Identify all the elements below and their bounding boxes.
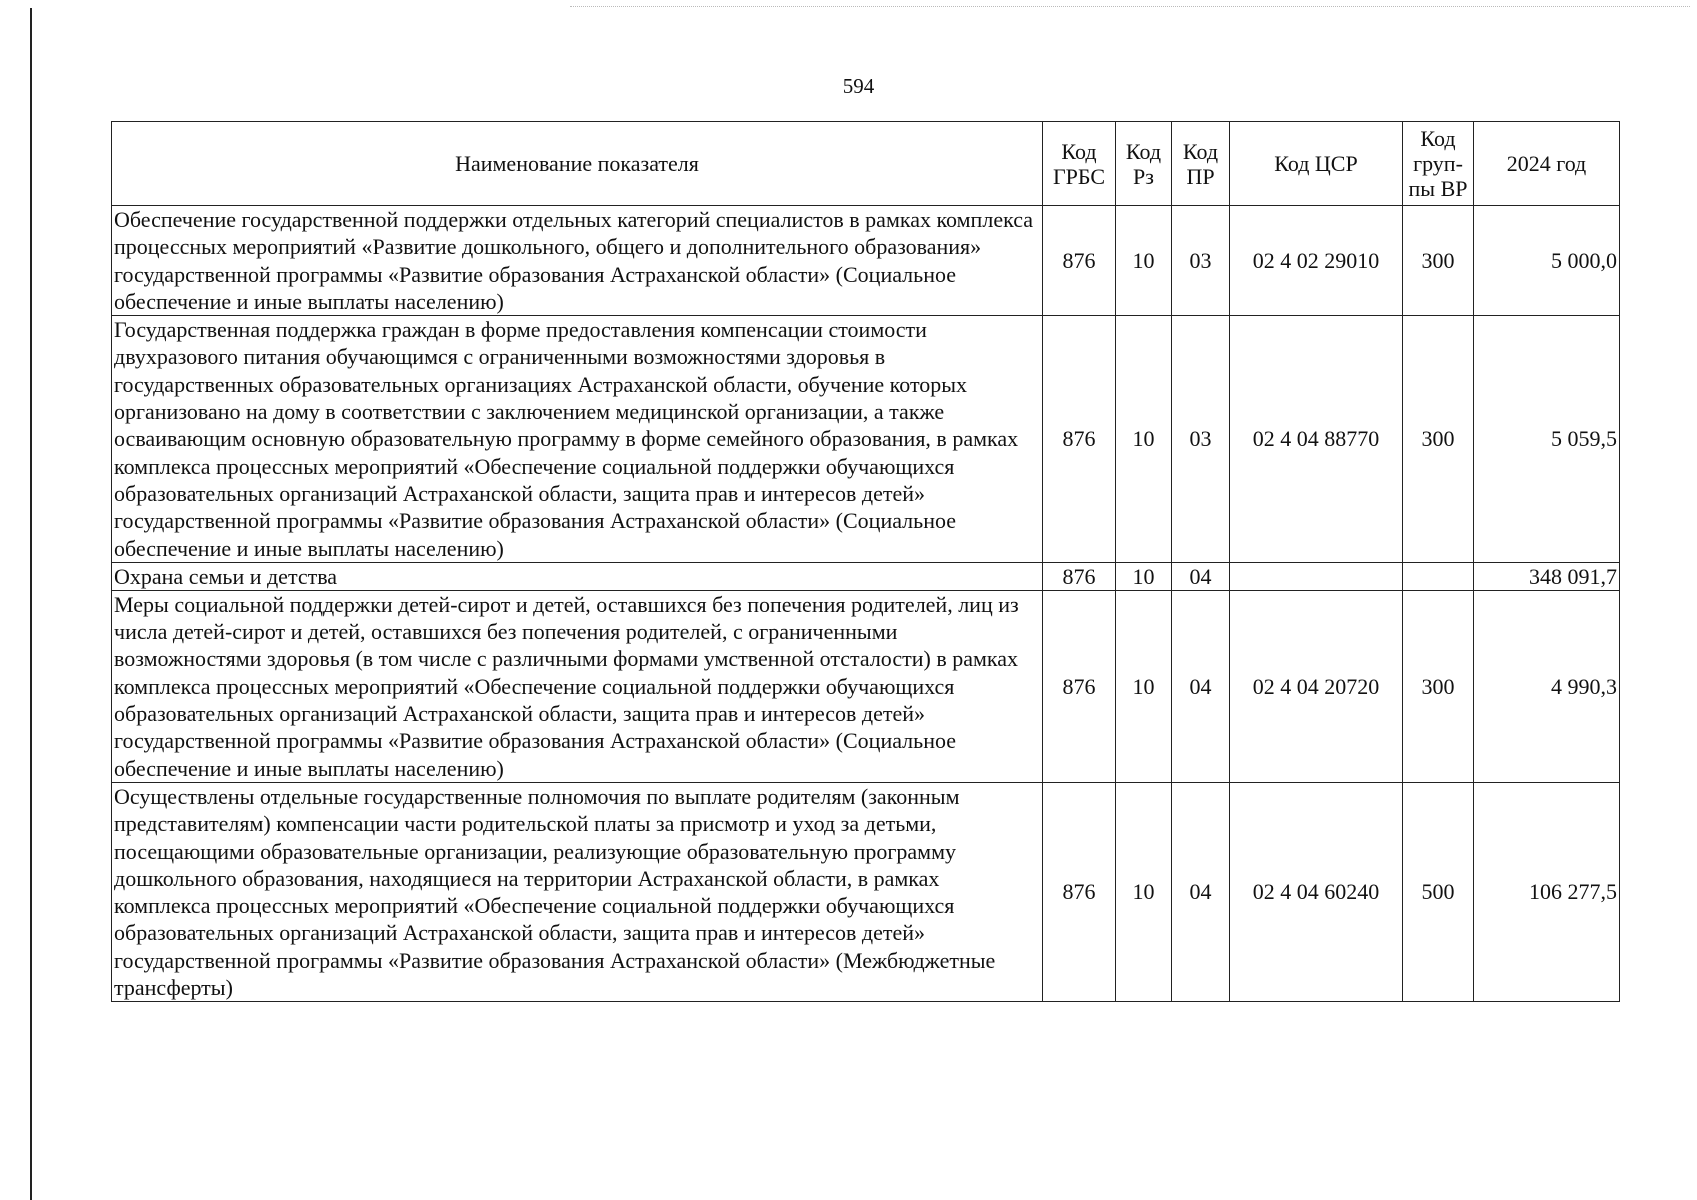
header-vr: Код груп- пы ВР (1403, 122, 1474, 206)
row-amount: 106 277,5 (1474, 782, 1620, 1001)
row-amount: 5 059,5 (1474, 316, 1620, 563)
row-grbs: 876 (1043, 206, 1116, 316)
row-csr: 02 4 04 20720 (1230, 590, 1403, 782)
row-pr: 04 (1172, 590, 1230, 782)
row-rz: 10 (1116, 316, 1172, 563)
row-name: Государственная поддержка граждан в форме предоставления компенсации стоимости двухразового питания обучающимся с ограниченными возможностями здоровья в государственных образовательных организациях Астраханской области, обучение которых организовано на дому в соответствии с заключением медицинской организации, а также осваивающим основную образовательную программу в форме семейного образования, в рамках комплекса процессных мероприятий «Обеспечение социальной поддержки обучающихся образовательных организаций Астраханской области, защита прав и интересов детей» государственной программы «Развитие образования Астраханской области» (Социальное обеспечение и иные выплаты населению) (112, 316, 1043, 563)
row-name: Осуществлены отдельные государственные полномочия по выплате родителям (законным представителям) компенсации части родительской платы за присмотр и уход за детьми, посещающими образовательные организации, реализующие образовательную программу дошкольного образования, находящиеся на территории Астраханской области, в рамках комплекса процессных мероприятий «Обеспечение социальной поддержки обучающихся образовательных организаций Астраханской области, защита прав и интересов детей» государственной программы «Развитие образования Астраханской области» (Межбюджетные трансферты) (112, 782, 1043, 1001)
page-number: 594 (842, 74, 875, 98)
row-name: Охрана семьи и детства (112, 562, 1043, 590)
table-row (112, 782, 1620, 1001)
row-vr: 300 (1403, 206, 1474, 316)
row-vr: 500 (1403, 782, 1474, 1001)
row-vr (1403, 562, 1474, 590)
row-vr: 300 (1403, 590, 1474, 782)
row-amount: 5 000,0 (1474, 206, 1620, 316)
row-grbs: 876 (1043, 782, 1116, 1001)
row-rz: 10 (1116, 206, 1172, 316)
header-grbs: Код ГРБС (1043, 122, 1116, 206)
row-grbs: 876 (1043, 590, 1116, 782)
binding-margin-line (30, 8, 32, 1200)
row-grbs: 876 (1043, 562, 1116, 590)
header-rz: Код Рз (1116, 122, 1172, 206)
table-row (112, 316, 1620, 563)
row-rz: 10 (1116, 590, 1172, 782)
row-pr: 04 (1172, 562, 1230, 590)
row-amount: 4 990,3 (1474, 590, 1620, 782)
table-row (112, 590, 1620, 782)
row-csr: 02 4 04 88770 (1230, 316, 1403, 563)
table-header-row (112, 122, 1620, 206)
row-csr: 02 4 02 29010 (1230, 206, 1403, 316)
row-name: Меры социальной поддержки детей-сирот и детей, оставшихся без попечения родителей, лиц из числа детей-сирот и детей, оставшихся без попечения родителей, с ограниченными возможностями здоровья (в том числе с различными формами умственной отсталости) в рамках комплекса процессных мероприятий «Обеспечение социальной поддержки обучающихся образовательных организаций Астраханской области, защита прав и интересов детей» государственной программы «Развитие образования Астраханской области» (Социальное обеспечение и иные выплаты населению) (112, 590, 1043, 782)
top-scan-rule (570, 6, 1690, 8)
row-pr: 03 (1172, 316, 1230, 563)
row-vr: 300 (1403, 316, 1474, 563)
row-amount: 348 091,7 (1474, 562, 1620, 590)
table-row (112, 206, 1620, 316)
row-name: Обеспечение государственной поддержки отдельных категорий специалистов в рамках комплекса процессных мероприятий «Развитие дошкольного, общего и дополнительного образования» государственной программы «Развитие образования Астраханской области» (Социальное обеспечение и иные выплаты населению) (112, 206, 1043, 316)
header-year: 2024 год (1474, 122, 1620, 206)
header-pr: Код ПР (1172, 122, 1230, 206)
row-csr (1230, 562, 1403, 590)
row-pr: 04 (1172, 782, 1230, 1001)
header-name: Наименование показателя (112, 122, 1043, 206)
header-csr: Код ЦСР (1230, 122, 1403, 206)
row-csr: 02 4 04 60240 (1230, 782, 1403, 1001)
row-rz: 10 (1116, 562, 1172, 590)
row-grbs: 876 (1043, 316, 1116, 563)
budget-table (111, 121, 1620, 1002)
row-pr: 03 (1172, 206, 1230, 316)
row-rz: 10 (1116, 782, 1172, 1001)
table-row (112, 562, 1620, 590)
